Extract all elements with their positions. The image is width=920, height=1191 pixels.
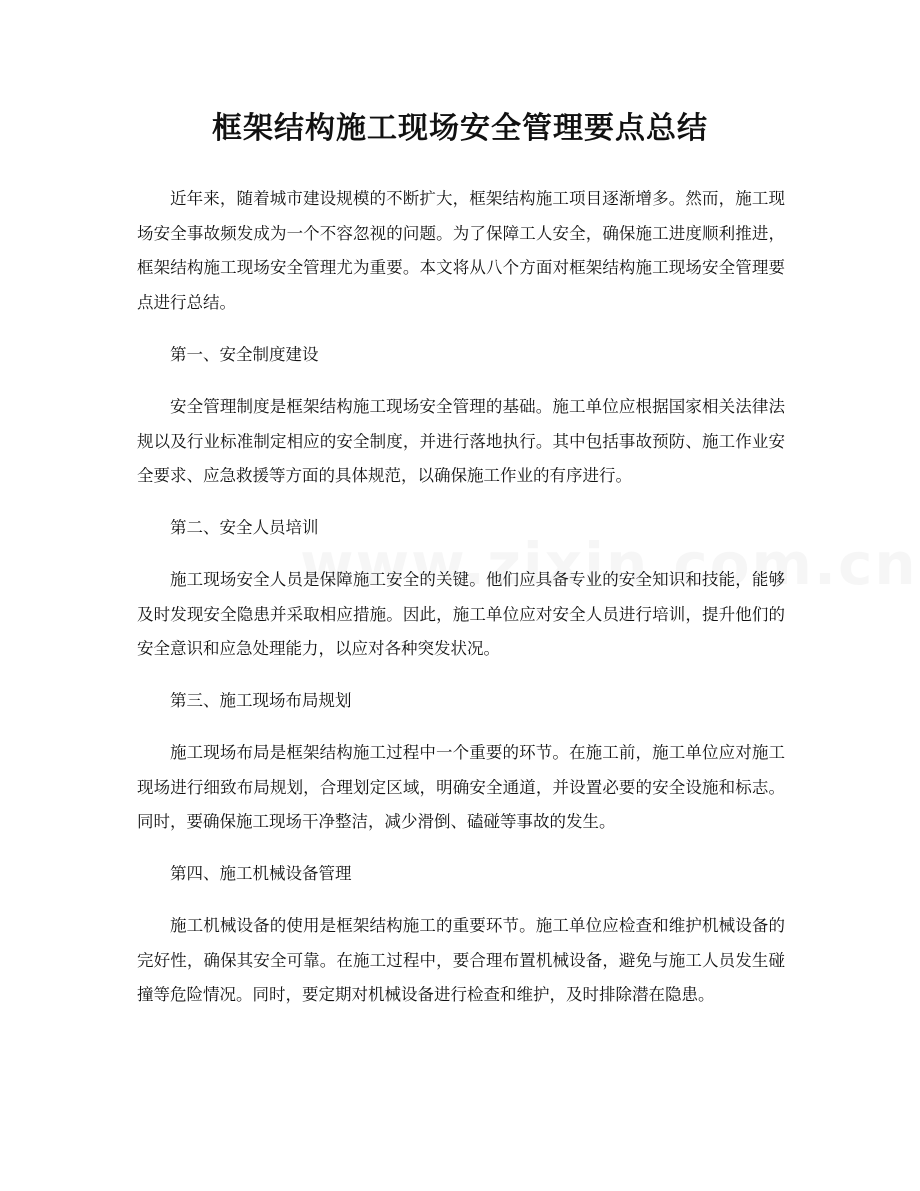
- section-paragraph-4: 施工机械设备的使用是框架结构施工的重要环节。施工单位应检查和维护机械设备的完好性，确保其安全可靠。在施工过程中，要合理布置机械设备，避免与施工人员发生碰撞等危险情况。同时，要定期对机械设备进行检查和维护，及时排除潜在隐患。: [137, 916, 785, 1004]
- section-heading-1: 第一、安全制度建设: [170, 345, 319, 364]
- section-heading-3: 第三、施工现场布局规划: [170, 691, 352, 710]
- section-heading-2: 第二、安全人员培训: [170, 518, 319, 537]
- section-heading-4: 第四、施工机械设备管理: [170, 864, 352, 883]
- document-title: 框架结构施工现场安全管理要点总结: [212, 111, 708, 146]
- section-paragraph-3: 施工现场布局是框架结构施工过程中一个重要的环节。在施工前，施工单位应对施工现场进行细致布局规划，合理划定区域，明确安全通道，并设置必要的安全设施和标志。同时，要确保施工现场干净整洁，减少滑倒、磕碰等事故的发生。: [137, 743, 785, 831]
- intro-paragraph: 近年来，随着城市建设规模的不断扩大，框架结构施工项目逐渐增多。然而，施工现场安全事故频发成为一个不容忽视的问题。为了保障工人安全，确保施工进度顺利推进，框架结构施工现场安全管理尤为重要。本文将从八个方面对框架结构施工现场安全管理要点进行总结。: [137, 189, 785, 312]
- section-paragraph-1: 安全管理制度是框架结构施工现场安全管理的基础。施工单位应根据国家相关法律法规以及行业标准制定相应的安全制度，并进行落地执行。其中包括事故预防、施工作业安全要求、应急救援等方面的具体规范，以确保施工作业的有序进行。: [137, 397, 785, 485]
- section-paragraph-2: 施工现场安全人员是保障施工安全的关键。他们应具备专业的安全知识和技能，能够及时发现安全隐患并采取相应措施。因此，施工单位应对安全人员进行培训，提升他们的安全意识和应急处理能力，以应对各种突发状况。: [137, 570, 785, 658]
